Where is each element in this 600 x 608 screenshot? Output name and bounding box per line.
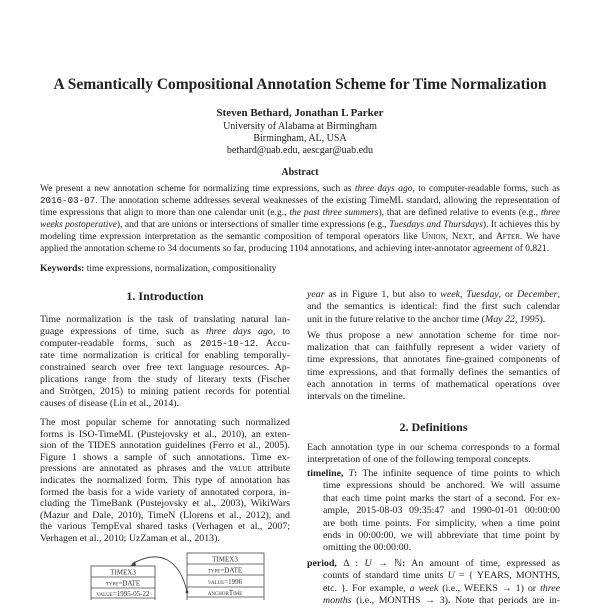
text-line [40, 314, 290, 326]
text-line [323, 542, 560, 554]
text-line [323, 505, 560, 517]
text-line [307, 367, 560, 379]
text-span: forms is ISO-TimeML (Pustejovsky et al., 2010), an exten- [40, 428, 290, 440]
text-line [323, 583, 560, 595]
text-line [40, 429, 290, 441]
text-line [323, 595, 560, 607]
text-span: that each time point marks the start of a second. For ex- [323, 492, 560, 504]
intro-paragraph-2 [40, 417, 290, 545]
text-line [307, 314, 560, 326]
text-span: cluding the TimeBank (Pustejovsky et al., 2003), WikiWars [40, 498, 290, 510]
text-span: . We have [519, 232, 561, 242]
text-span: week [440, 289, 460, 300]
section-heading-definitions: 2. Definitions [399, 420, 468, 434]
text-span: , to computer-readable forms, such as [412, 184, 560, 194]
text-span: Verhagen et al., 2010; UzZaman et al., 2013). [40, 532, 220, 544]
text-span: year [307, 289, 325, 300]
text-line [40, 195, 560, 207]
text-span: (i.e., WEEKS → 1) or [438, 582, 541, 594]
text-span: Figure 1 shows a sample of such annotations. Time ex- [40, 451, 290, 463]
text-line [40, 475, 290, 487]
text-span: counts of standard time units [323, 570, 448, 582]
text-span: time expressions, and that formally defines the semantics of [307, 366, 560, 378]
text-span: as in Figure 1, but also to [324, 289, 441, 300]
text-span: 2015-10-12 [200, 338, 256, 349]
text-line [40, 350, 290, 362]
text-line [307, 558, 560, 570]
text-span: , [460, 289, 467, 300]
text-span: The infinite sequence of time points to which [357, 468, 560, 479]
text-span: . The annotation scheme addresses several weaknesses of the existing TimeML standard, allowing the representation of [95, 196, 560, 206]
text-line [307, 468, 560, 480]
left-timex-table [91, 566, 155, 600]
text-span: plications range from the study of literary texts (Fischer [40, 374, 290, 385]
text-span: time expressions, normalization, compositionality [84, 264, 277, 274]
text-span: ), that are defined relative to events (e.g., [378, 208, 541, 218]
text-span: omitting the 00:00:00. [323, 542, 412, 554]
text-line [40, 231, 560, 243]
left-table-cell: TIMEX3 [110, 568, 136, 577]
text-span: We thus propose a new annotation scheme for time nor- [307, 330, 560, 341]
text-span: timeline, [307, 468, 349, 479]
text-span: ample, 2015-08-03 09:35:47 and 1990-01-01 00:00:00 [323, 505, 560, 517]
text-span: each annotation in terms of mathematical operations over [307, 378, 560, 390]
text-span: computer-readable forms, such as [40, 338, 201, 349]
text-line [323, 530, 560, 542]
text-span: → ℕ [371, 558, 403, 569]
text-span: three [540, 582, 560, 594]
text-span: , and [472, 232, 496, 242]
left-table-cell: value=1995-05-22 [96, 590, 150, 598]
text-span: three days ago [354, 184, 413, 194]
text-line [323, 518, 560, 530]
text-line [323, 480, 560, 492]
text-span: : [402, 558, 406, 569]
abstract-heading: Abstract [281, 167, 319, 178]
text-span: Time normalization is the task of translating natural lan- [40, 314, 290, 325]
text-span: pressions are annotated as phrases and the [40, 463, 229, 475]
text-span: (Mazur and Dale, 2010), TimeN (Llorens et al., 2012), and [40, 509, 290, 521]
text-span: December [516, 289, 558, 300]
text-span: sion of the TIDES annotation guidelines (Ferro et al., 2005). [40, 440, 290, 452]
text-span: constrained search over free text language resources. Ap- [40, 362, 290, 373]
text-span: , to [272, 326, 290, 337]
text-span: , [557, 289, 560, 300]
arrow-head-icon [130, 561, 136, 566]
text-line [40, 219, 560, 231]
text-line [40, 386, 290, 398]
text-span: , [445, 232, 452, 242]
definition-timeline [307, 468, 560, 555]
text-span: time expressions, that annotates fine-grained components of [307, 354, 560, 366]
text-line [40, 440, 290, 452]
text-span: After [495, 232, 520, 242]
text-span: time expressions should be anchored. We will assume [323, 480, 560, 492]
figure-1-annotation-diagram [80, 540, 280, 600]
text-span: An amount of time, expressed as [405, 558, 560, 569]
text-span: rate time normalization is critical for enabling temporally- [40, 350, 290, 361]
text-line [40, 243, 560, 255]
text-line [307, 289, 560, 301]
text-span: three [540, 208, 561, 218]
text-line [40, 498, 290, 510]
text-span: Next [451, 232, 473, 242]
text-line [307, 442, 560, 454]
text-line [323, 570, 560, 582]
text-span: ). [539, 313, 546, 325]
paper-authors: Steven Bethard, Jonathan L Parker [216, 107, 384, 119]
right-table-cell: value=1996 [207, 578, 243, 586]
text-line [307, 330, 560, 342]
text-span: guage expressions of time, such as [40, 326, 207, 337]
right-table-cell: anchorTime [207, 589, 243, 597]
text-span: ends in 00:00:00, we will abbreviate that time point by [323, 529, 560, 541]
text-span: ), and that are unions or intersections of smaller time expressions (e.g., [116, 220, 390, 230]
text-span: causes of disease (Lin et al., 2014). [40, 398, 180, 409]
text-line [40, 338, 290, 350]
text-span: We present a new annotation scheme for normalizing time expressions, such as [40, 184, 355, 194]
definitions-intro-paragraph [307, 442, 560, 466]
text-line [323, 493, 560, 505]
paper-title: A Semantically Compositional Annotation Scheme for Time Normalization [53, 76, 547, 93]
text-span: = { YEARS, MONTHS, [454, 570, 561, 582]
text-span: malization that can faithfully represent a wider variety of [307, 342, 560, 354]
text-span: May 22, 1995 [484, 313, 540, 325]
text-span: three days ago [206, 326, 273, 337]
text-span: and the semantics is identical: find the first such calendar [307, 301, 560, 313]
text-span: The most popular scheme for annotating such normalized [40, 417, 290, 428]
affiliation-email: bethard@uab.edu, aescgar@uab.edu [226, 145, 374, 156]
text-line [307, 354, 560, 366]
text-span: interpretation of one of the following temporal concepts. [307, 454, 531, 465]
text-span: . Accu- [255, 338, 291, 349]
text-line [40, 452, 290, 464]
right-timex-table [187, 553, 264, 600]
text-span: ). It achieves this by [482, 220, 560, 230]
text-span: the various TempEval shared tasks (Verhagen et al., 2007; [40, 521, 290, 533]
text-line [40, 183, 560, 195]
left-table-cell: type=DATE [105, 579, 141, 588]
text-line [40, 374, 290, 386]
affiliation-location: Birmingham, AL, USA [253, 133, 347, 144]
text-line [40, 207, 560, 219]
text-span: applied the annotation scheme to 34 documents so far, producing 1104 annotations, and achieving inter-annotator agreement of 0.821. [40, 244, 550, 254]
text-span: (i.e., MONTHS → 3). Note that periods are in- [351, 595, 560, 607]
abstract-text [40, 183, 560, 255]
text-line [40, 463, 290, 475]
section-heading-introduction: 1. Introduction [126, 289, 204, 303]
text-span: Tuesday [466, 289, 499, 300]
text-span: Each annotation type in our schema corresponds to a formal [307, 442, 560, 453]
intro-paragraph-1 [40, 314, 290, 410]
text-span: unit in the future relative to the anchor time ( [307, 313, 485, 325]
text-line [40, 326, 290, 338]
text-span: U [364, 558, 372, 569]
text-span: intervals on the timeline. [307, 390, 406, 402]
right-table-cell: type=DATE [207, 566, 243, 575]
text-span: are both time points. For simplicity, when a time point [323, 517, 560, 529]
text-span: time expressions that align to more than one calendar unit (e.g., [40, 208, 290, 218]
text-line [40, 398, 290, 410]
text-span: etc. }. For example, [323, 582, 410, 594]
text-span: value [228, 463, 252, 475]
text-span: U [447, 570, 455, 582]
right-paragraph-2 [307, 330, 560, 403]
text-span: : [354, 468, 358, 479]
text-span: months [323, 595, 352, 607]
text-line [307, 379, 560, 391]
right-paragraph-1 [307, 289, 560, 326]
text-span: Tuesdays and Thursdays [389, 220, 483, 230]
text-span: weeks postoperative [40, 220, 117, 230]
text-span: period, [307, 558, 344, 569]
text-line [40, 510, 290, 522]
affiliation [0, 121, 600, 157]
text-span: Union [421, 232, 446, 242]
text-span: Δ : [343, 558, 365, 569]
text-line [40, 521, 290, 533]
keywords [40, 263, 276, 275]
anchor-dot-icon [186, 591, 189, 594]
affiliation-university: University of Alabama at Birmingham [223, 121, 377, 132]
text-line [40, 362, 290, 374]
definition-period [307, 558, 560, 608]
text-span: indicates the normalized form. This type of annotation has [40, 474, 290, 486]
text-line [307, 342, 560, 354]
text-line [40, 263, 276, 275]
text-span: the past three summers [289, 208, 379, 218]
text-span: 2016-03-07 [40, 195, 96, 206]
text-line [307, 301, 560, 313]
right-table-cell: TIMEX3 [212, 555, 238, 564]
text-line [307, 391, 560, 403]
text-span: attribute [251, 463, 290, 475]
text-line [307, 454, 560, 466]
text-span: , or [498, 289, 517, 300]
text-span: T [348, 468, 355, 479]
text-line [40, 487, 290, 499]
text-span: formed the basis for a wide variety of annotated corpora, in- [40, 486, 290, 498]
text-span: a week [409, 582, 439, 594]
text-line [40, 417, 290, 429]
text-span: and Strötgen, 2015) to mining patient records for potential [40, 386, 290, 397]
text-span: modeling time expression interpretation as the semantic composition of temporal operators like [40, 232, 422, 242]
text-span: Keywords: [40, 264, 85, 274]
